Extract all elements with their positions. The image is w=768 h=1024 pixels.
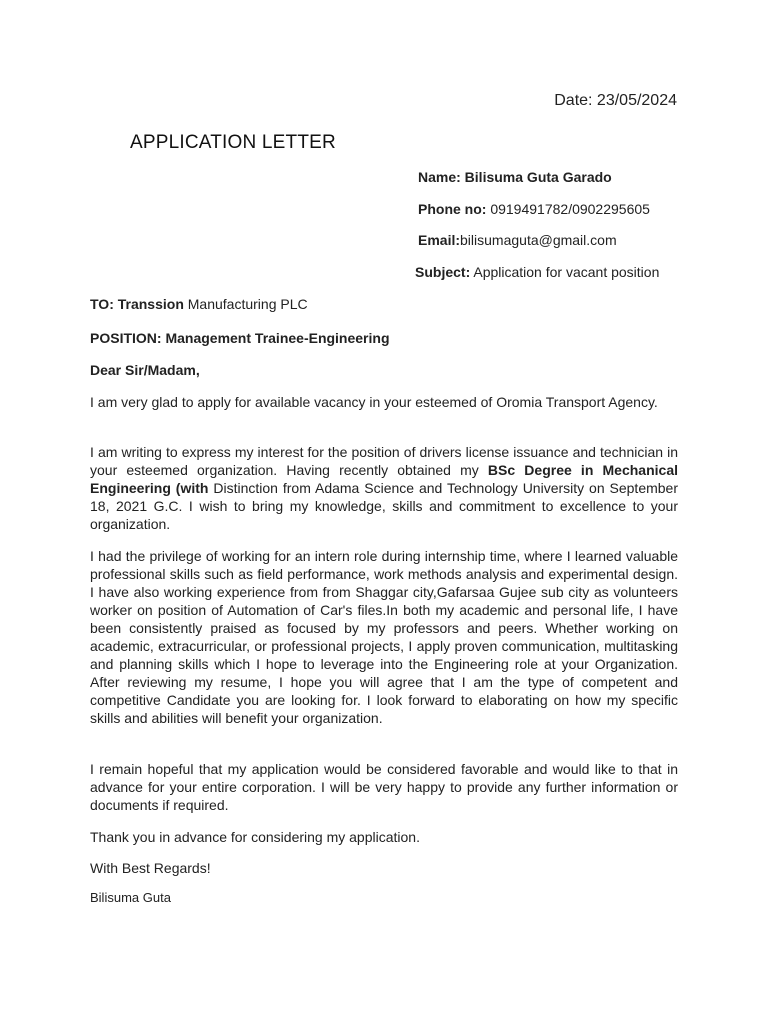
applicant-name: [418, 169, 612, 185]
email-label: Email:: [418, 232, 461, 248]
position-text: POSITION: Management Trainee-Engineering: [90, 330, 390, 346]
paragraph-5: Thank you in advance for considering my application.: [90, 829, 420, 845]
paragraph-2-start: I am writing to express my interest for the position of drivers license issuance and technician in your esteemed organization. Having recently obtained my: [90, 444, 678, 478]
applicant-phone: [418, 201, 650, 217]
salutation: [90, 362, 200, 378]
to-value: Manufacturing PLC: [183, 296, 308, 312]
paragraph-2: [90, 443, 678, 533]
closing: With Best Regards!: [90, 860, 211, 876]
subject-value: Application for vacant position: [470, 264, 660, 280]
subject-label: Subject:: [415, 264, 471, 280]
paragraph-2-end: Distinction from Adama Science and Technology University on September 18, 2021 G.C. I wish to bring my knowledge, skills and commitment to excellence to your organization.: [90, 480, 679, 532]
applicant-name-text: Name: Bilisuma Guta Garado: [418, 169, 612, 185]
email-value: bilisumaguta@gmail.com: [460, 232, 617, 248]
recipient-to: [90, 296, 308, 312]
paragraph-2-degree: BSc Degree in Mechanical Engineering (with: [90, 462, 678, 496]
signature: Bilisuma Guta: [90, 890, 171, 905]
position-line: [90, 330, 390, 346]
paragraph-4: I remain hopeful that my application would be considered favorable and would like to that in advance for your entire corporation. I will be very happy to provide any further information or documents if required.: [90, 761, 678, 813]
applicant-email: [418, 232, 617, 248]
letter-title: APPLICATION LETTER: [130, 132, 336, 153]
to-label: TO: Transsion: [90, 296, 184, 312]
phone-value: 0919491782/0902295605: [486, 201, 650, 217]
phone-label: Phone no:: [418, 201, 487, 217]
paragraph-3: I had the privilege of working for an intern role during internship time, where I learned valuable professional skills such as field performance, work methods analysis and experimental design. I have also working experience from from Shaggar city,Gafarsaa Gujee sub city as volunteers worker on position of Automation of Car's files.In both my academic and personal life, I have been consistently praised as focused by my professors and peers. Whether working on academic, extracurricular, or professional projects, I apply proven communication, multitasking and planning skills which I hope to leverage into the Engineering role at your Organization. After reviewing my resume, I hope you will agree that I am the type of competent and competitive Candidate you are looking for. I look forward to elaborating on how my specific skills and abilities will benefit your organization.: [90, 548, 678, 726]
letter-date: Date: 23/05/2024: [554, 92, 677, 109]
paragraph-1: I am very glad to apply for available vacancy in your esteemed of Oromia Transport Agency.: [90, 394, 658, 410]
letter-subject: [415, 264, 659, 280]
salutation-text: Dear Sir/Madam,: [90, 362, 200, 378]
